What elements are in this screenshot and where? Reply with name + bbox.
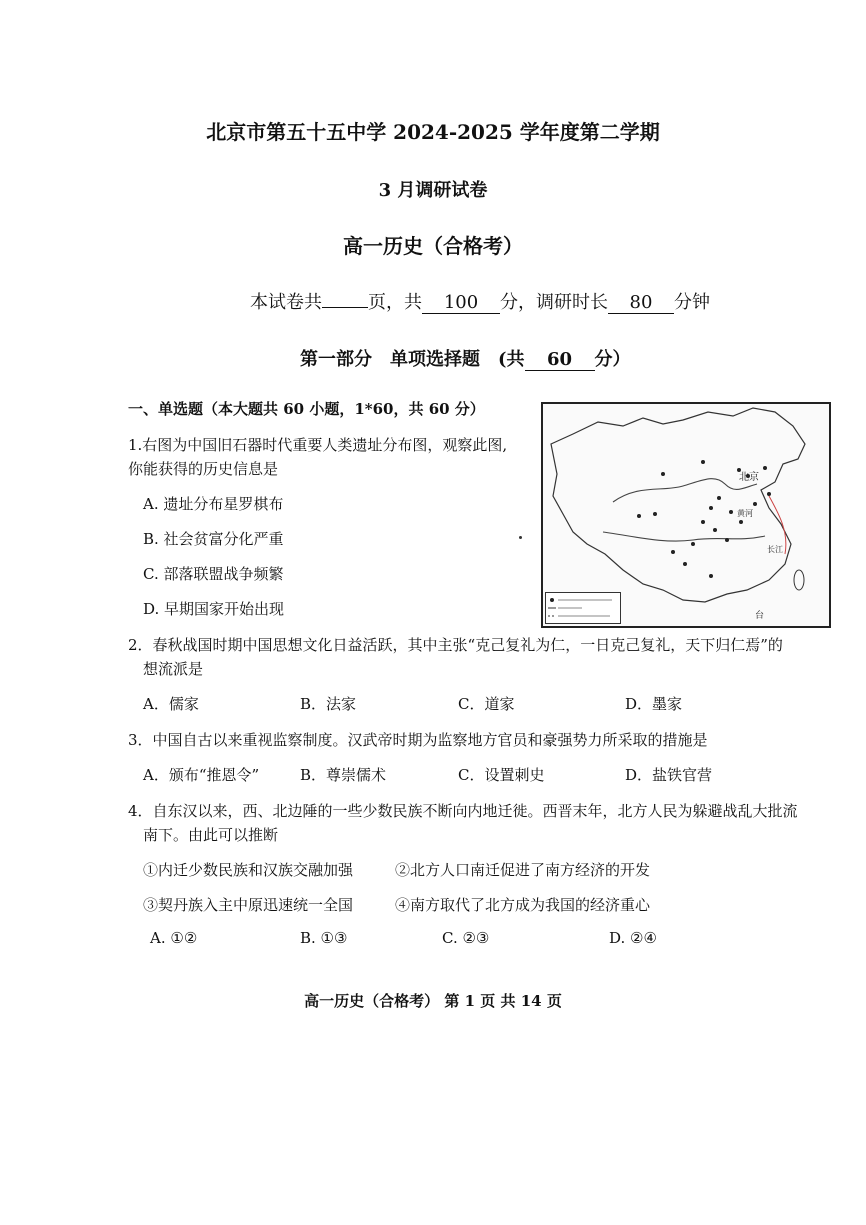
q2-option-a: A．儒家	[143, 695, 199, 713]
q3-option-d: D．盐铁官营	[625, 766, 713, 784]
q3-stem: 3．中国自古以来重视监察制度。汉武帝时期为监察地方官员和豪强势力所采取的措施是	[128, 731, 708, 749]
total-score: 100	[422, 292, 500, 314]
q2-option-c: C．道家	[458, 695, 515, 713]
q2-option-b: B．法家	[300, 695, 357, 713]
q1-option-c: C. 部落联盟战争频繁	[143, 565, 284, 583]
yellow-river-line	[613, 479, 757, 502]
exam-name: 3 月调研试卷	[378, 180, 488, 201]
yangtze-river-line	[603, 532, 765, 541]
exam-info-score-suffix: 分，调研时长	[500, 292, 608, 313]
q1-stem-line1: 1.右图为中国旧石器时代重要人类遗址分布图，观察此图,	[128, 436, 508, 454]
country-outline	[551, 408, 805, 602]
scan-speck	[519, 536, 522, 539]
section-heading: 一、单选题（本大题共 60 小题，1*60，共 60 分）	[128, 400, 485, 418]
page-footer: 高一历史（合格考） 第 1 页 共 14 页	[304, 992, 562, 1010]
duration: 80	[608, 292, 674, 314]
map-legend	[545, 592, 621, 624]
q4-option-d: D. ②④	[609, 929, 657, 947]
q4-statement-3: ③契丹族入主中原迅速统一全国	[143, 896, 354, 914]
q4-stem-line2: 南下。由此可以推断	[143, 826, 279, 844]
map-label-taiwan: 台	[755, 611, 765, 621]
map-label-beijing: 北京	[739, 472, 759, 483]
map-label-yangtze: 长江	[767, 545, 783, 554]
q4-stem-line1: 4．自东汉以来，西、北边陲的一些少数民族不断向内地迁徙。西晋末年，北方人民为躲避战乱大批流	[128, 802, 798, 820]
q4-option-b: B. ①③	[300, 929, 348, 947]
exam-info-pages-suffix: 页，共	[368, 292, 422, 313]
exam-info-duration-suffix: 分钟	[674, 292, 710, 313]
q3-option-c: C．设置刺史	[458, 766, 545, 784]
q3-option-b: B．尊崇儒术	[300, 766, 387, 784]
taiwan-island	[794, 570, 804, 590]
subject-title: 高一历史（合格考）	[343, 234, 523, 258]
q3-option-a: A．颁布“推恩令”	[143, 766, 260, 784]
part1-title	[300, 345, 631, 371]
q4-statement-4: ④南方取代了北方成为我国的经济重心	[395, 896, 651, 914]
legend-drawing	[546, 593, 620, 623]
q1-stem-line2: 你能获得的历史信息是	[128, 460, 279, 478]
part1-score: 60	[525, 349, 595, 371]
q1-option-b: B. 社会贫富分化严重	[143, 530, 284, 548]
q2-stem-line1: 2．春秋战国时期中国思想文化日益活跃，其中主张“克己复礼为仁，一日克己复礼，天下归仁焉”的	[128, 636, 783, 654]
q4-statement-2: ②北方人口南迁促进了南方经济的开发	[395, 861, 651, 879]
exam-info-line	[250, 288, 710, 314]
q4-option-c: C. ②③	[442, 929, 490, 947]
school-title: 北京市第五十五中学 2024-2025 学年度第二学期	[206, 120, 660, 144]
q4-statement-1: ①内迁少数民族和汉族交融加强	[143, 861, 354, 879]
exam-info-prefix: 本试卷共	[250, 292, 322, 313]
q2-option-d: D．墨家	[625, 695, 683, 713]
q2-stem-line2: 想流派是	[143, 660, 204, 678]
q4-option-a: A. ①②	[150, 929, 198, 947]
q1-option-d: D. 早期国家开始出现	[143, 600, 285, 618]
pages-blank	[322, 307, 368, 308]
q1-option-a: A. 遗址分布星罗棋布	[143, 495, 284, 513]
part1-title-suffix: 分）	[594, 349, 631, 370]
part1-title-text: 第一部分 单项选择题 (共	[300, 349, 525, 370]
map-label-yellow-river: 黄河	[737, 509, 753, 518]
paleolithic-sites-map	[541, 402, 831, 628]
